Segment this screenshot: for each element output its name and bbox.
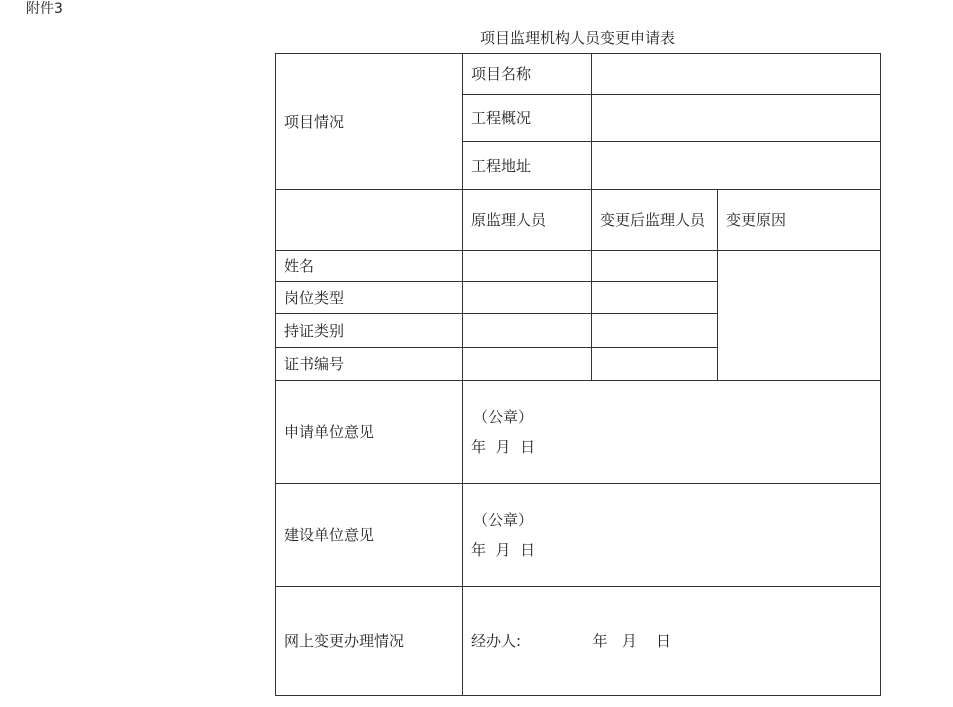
original-name-cell[interactable] [463, 251, 592, 282]
project-section-label: 项目情况 [276, 54, 463, 190]
row-label-certificate-type: 持证类别 [276, 314, 463, 348]
handler-label: 经办人: [471, 632, 522, 650]
col-change-reason: 变更原因 [718, 190, 881, 251]
new-cert-number-cell[interactable] [592, 348, 718, 381]
change-application-table [275, 53, 881, 696]
original-cert-type-cell[interactable] [463, 314, 592, 348]
row-label-certificate-number: 证书编号 [276, 348, 463, 381]
new-post-cell[interactable] [592, 282, 718, 314]
personnel-header-blank [276, 190, 463, 251]
applicant-opinion-cell[interactable] [463, 381, 881, 484]
online-change-cell[interactable] [463, 587, 881, 696]
applicant-opinion-label: 申请单位意见 [276, 381, 463, 484]
online-date: 年 月 日 [592, 632, 672, 650]
col-original-staff: 原监理人员 [463, 190, 592, 251]
new-name-cell[interactable] [592, 251, 718, 282]
col-new-staff: 变更后监理人员 [592, 190, 718, 251]
builder-opinion-cell[interactable] [463, 484, 881, 587]
project-name-value[interactable] [592, 54, 881, 95]
change-reason-cell[interactable] [718, 251, 881, 381]
row-label-post-type: 岗位类型 [276, 282, 463, 314]
project-overview-label: 工程概况 [463, 95, 592, 142]
builder-opinion-label: 建设单位意见 [276, 484, 463, 587]
original-post-cell[interactable] [463, 282, 592, 314]
original-cert-number-cell[interactable] [463, 348, 592, 381]
builder-seal: （公章） [473, 511, 534, 529]
project-name-label: 项目名称 [463, 54, 592, 95]
project-address-label: 工程地址 [463, 142, 592, 190]
form-title: 项目监理机构人员变更申请表 [479, 29, 675, 47]
row-label-name: 姓名 [276, 251, 463, 282]
project-address-value[interactable] [592, 142, 881, 190]
attachment-label: 附件3 [26, 1, 63, 17]
builder-date: 年 月 日 [471, 541, 536, 559]
online-change-label: 网上变更办理情况 [276, 587, 463, 696]
applicant-date: 年 月 日 [471, 438, 536, 456]
applicant-seal: （公章） [473, 408, 534, 426]
new-cert-type-cell[interactable] [592, 314, 718, 348]
project-overview-value[interactable] [592, 95, 881, 142]
